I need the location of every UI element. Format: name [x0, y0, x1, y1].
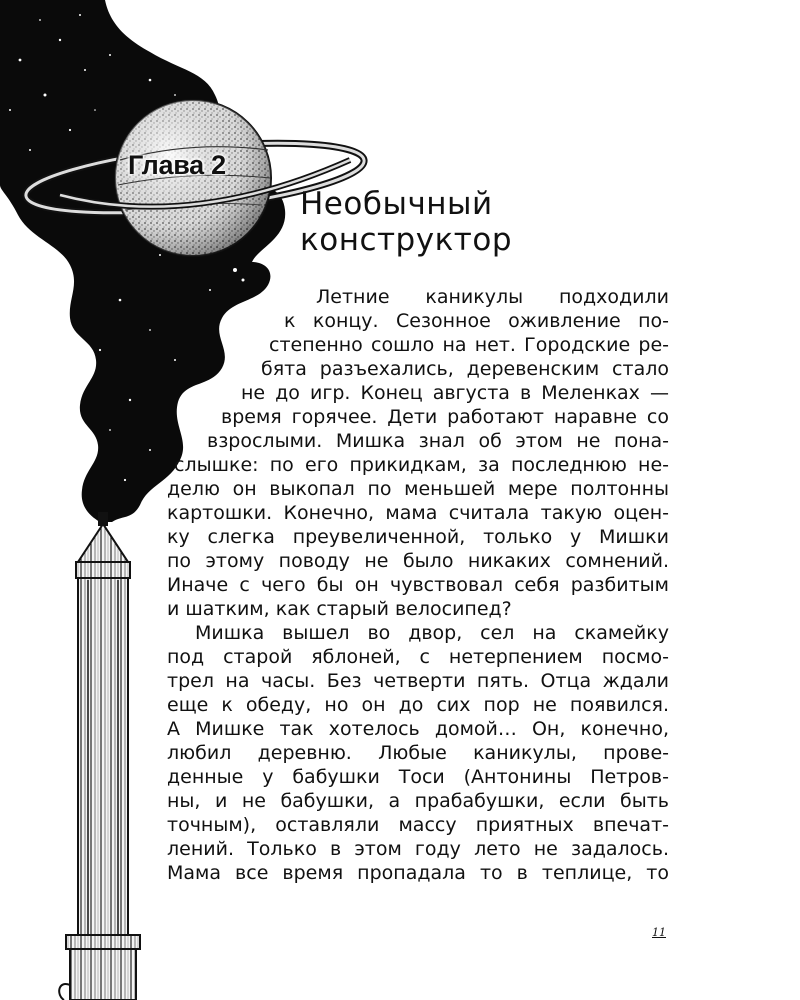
chapter-title-line: конструктор — [300, 222, 513, 258]
body-line: бята разъехались, деревенским стало — [261, 358, 669, 380]
body-line: к концу. Сезонное оживление по- — [284, 310, 669, 332]
body-line: ку слегка преувеличенной, только у Мишки — [167, 526, 669, 548]
body-line: трел на часы. Без четверти пять. Отца ждали — [167, 670, 669, 692]
body-line: любил деревню. Любые каникулы, прове- — [167, 742, 669, 764]
body-line: по этому поводу не было никаких сомнений. — [167, 550, 669, 572]
body-line: под старой яблоней, с нетерпением посмо- — [167, 646, 669, 668]
body-line: денные у бабушки Тоси (Антонины Петров- — [167, 766, 669, 788]
body-line: еще к обеду, но он до сих пор не появился. — [167, 694, 669, 716]
body-line: степенно сошло на нет. Городские ре- — [269, 334, 669, 356]
body-line: А Мишке так хотелось домой… Он, конечно, — [167, 718, 669, 740]
body-line: ны, и не бабушки, а прабабушки, если быть — [167, 790, 669, 812]
body-line: не до игр. Конец августа в Меленках — — [241, 382, 669, 404]
body-line: Летние каникулы подходили — [316, 286, 669, 308]
body-line: картошки. Конечно, мама считала такую оцен- — [167, 502, 669, 524]
body-line: и шатким, как старый велосипед? — [167, 598, 512, 620]
body-line: время горячее. Дети работают наравне со — [221, 406, 669, 428]
page-number: 11 — [652, 926, 666, 939]
body-line: взрослыми. Мишка знал об этом не пона- — [207, 430, 669, 452]
body-line: делю он выкопал по меньшей мере полтонны — [167, 478, 669, 500]
chapter-title — [300, 186, 512, 258]
chapter-title-line: Необычный — [300, 186, 493, 222]
body-line: точным), оставляли массу приятных впечат- — [167, 814, 669, 836]
body-line: слышке: по его прикидкам, за последнюю не- — [174, 454, 669, 476]
body-line: Мама все время пропадала то в теплице, то — [167, 862, 669, 884]
body-line: Иначе с чего бы он чувствовал себя разбитым — [167, 574, 669, 596]
chapter-label: Глава 2 — [128, 150, 226, 180]
body-line: Мишка вышел во двор, сел на скамейку — [195, 622, 669, 644]
body-line: лений. Только в этом году лето не задалось. — [167, 838, 669, 860]
rocket — [59, 512, 140, 1000]
